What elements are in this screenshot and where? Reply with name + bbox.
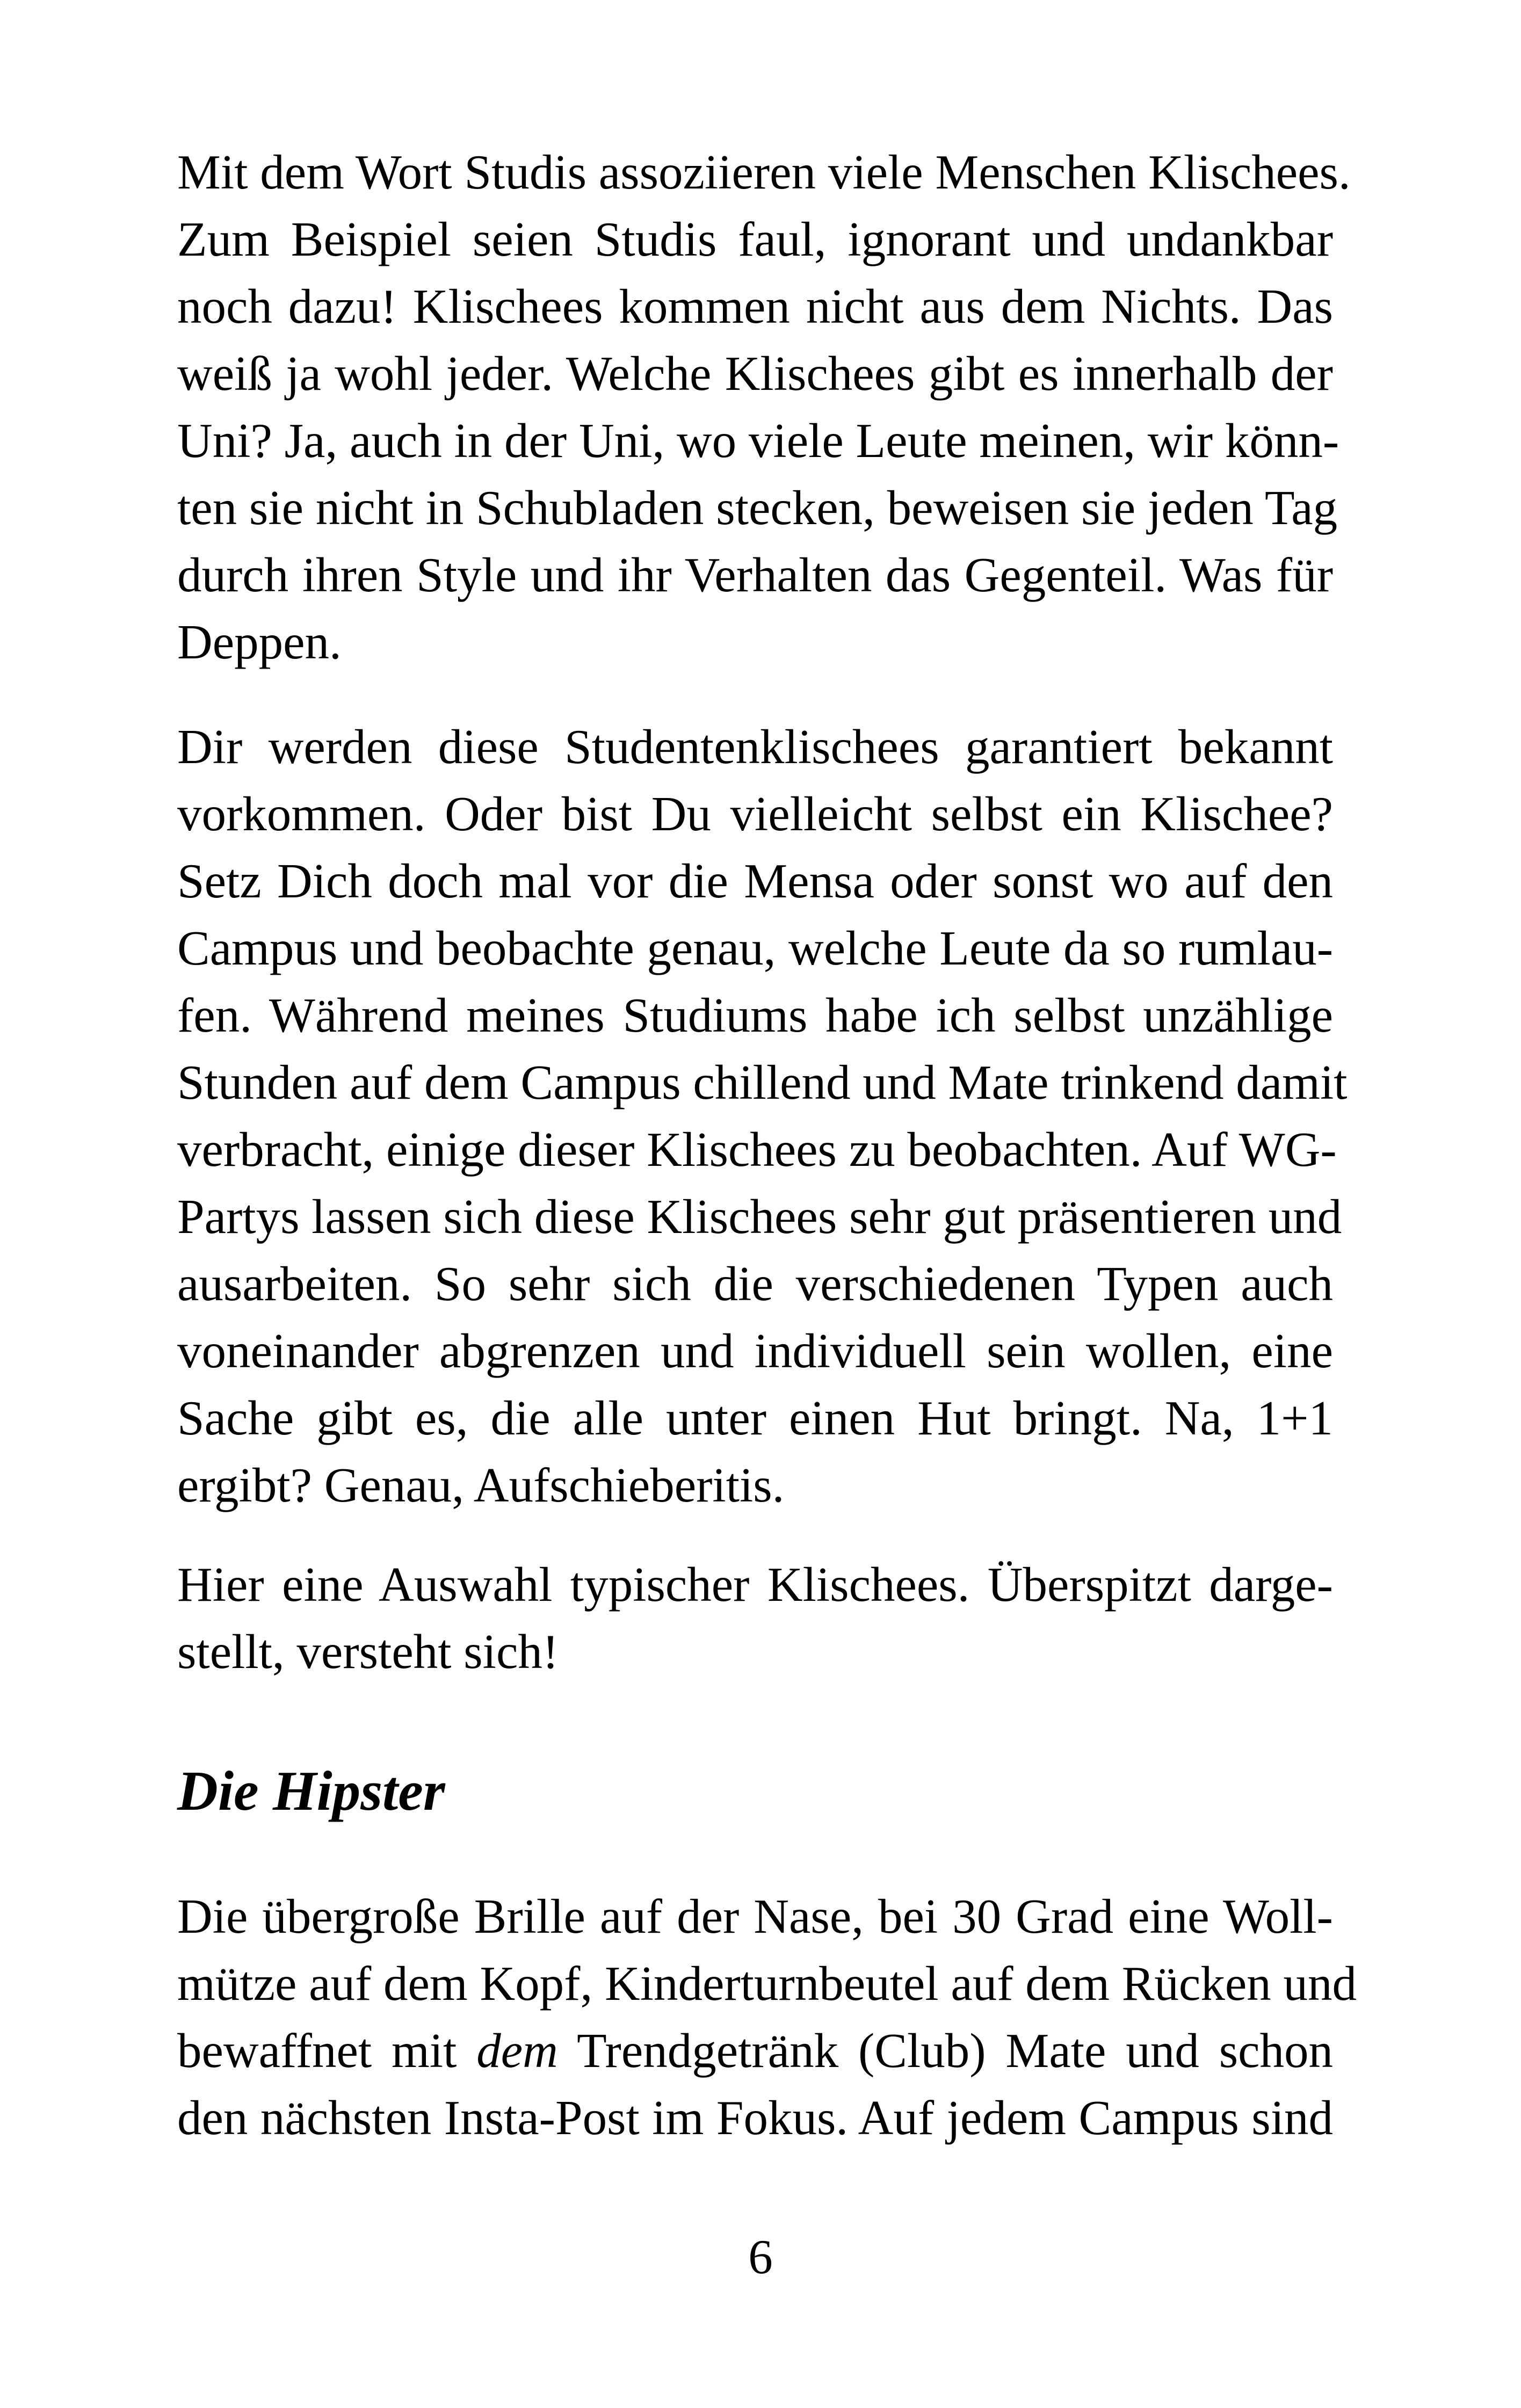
text-line-with-emphasis [177,2017,1333,2084]
paragraph-hipster [177,1883,1357,2151]
text-line: verbracht, einige dieser Klischees zu beobachten. Auf WG- [177,1122,1337,1177]
text-line: Uni? Ja, auch in der Uni, wo viele Leute meinen, wir könn- [177,414,1339,468]
text-segment: Trendgetränk (Club) Mate und schon [557,2023,1333,2078]
text-line: Deppen. [177,615,342,669]
text-line: Hier eine Auswahl typischer Klischees. Überspitzt darge- [177,1557,1333,1612]
text-line: Mit dem Wort Studis assoziieren viele Menschen Klischees. [177,145,1351,199]
text-line: weiß ja wohl jeder. Welche Klischees gibt es innerhalb der [177,346,1333,401]
text-line: stellt, versteht sich! [177,1624,559,1679]
text-line: noch dazu! Klischees kommen nicht aus dem Nichts. Das [177,279,1333,333]
paragraph-selection [177,1551,1333,1685]
text-line: Partys lassen sich diese Klischees sehr gut präsentieren und [177,1190,1342,1244]
text-line: Die übergroße Brille auf der Nase, bei 30 Grad eine Woll- [177,1889,1333,1943]
text-line: Sache gibt es, die alle unter einen Hut bringt. Na, 1+1 [177,1391,1333,1445]
text-line: Zum Beispiel seien Studis faul, ignorant und undankbar [177,212,1333,266]
text-line: ausarbeiten. So sehr sich die verschiedenen Typen auch [177,1257,1333,1311]
paragraph-observations [177,713,1348,1519]
text-line: voneinander abgrenzen und individuell sein wollen, eine [177,1324,1333,1378]
section-heading: Die Hipster [177,1759,445,1822]
text-line: Stunden auf dem Campus chillend und Mate trinkend damit [177,1055,1348,1109]
text-line: Campus und beobachte genau, welche Leute da so rumlau- [177,921,1333,975]
text-line: ten sie nicht in Schubladen stecken, beweisen sie jeden Tag [177,481,1338,535]
paragraph-intro [177,139,1351,676]
text-line: den nächsten Insta-Post im Fokus. Auf jedem Campus sind [177,2091,1333,2145]
text-line: fen. Während meines Studiums habe ich selbst unzählige [177,988,1333,1042]
text-line: durch ihren Style und ihr Verhalten das Gegenteil. Was für [177,548,1333,602]
text-segment: bewaffnet mit [177,2023,477,2078]
text-line: Setz Dich doch mal vor die Mensa oder sonst wo auf den [177,854,1333,908]
text-line: mütze auf dem Kopf, Kinderturnbeutel auf dem Rücken und [177,1956,1357,2011]
text-line: ergibt? Genau, Aufschieberitis. [177,1458,785,1512]
text-line: Dir werden diese Studentenklischees garantiert bekannt [177,720,1333,774]
text-line: vorkommen. Oder bist Du vielleicht selbst ein Klischee? [177,787,1333,841]
page-number: 6 [748,2230,773,2284]
emphasis-text: dem [476,2023,558,2078]
